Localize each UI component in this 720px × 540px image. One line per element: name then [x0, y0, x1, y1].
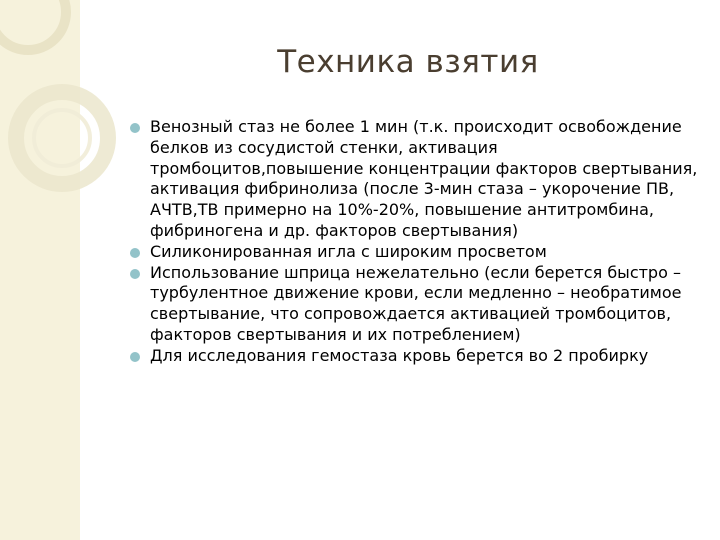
- bullet-item: [130, 346, 700, 367]
- bullet-list-container: [130, 117, 700, 367]
- bullet-icon: [130, 123, 140, 133]
- bullet-icon: [130, 269, 140, 279]
- bullet-icon: [130, 352, 140, 362]
- bullet-item: [130, 242, 700, 263]
- bullet-item: [130, 263, 700, 346]
- bullet-text: Венозный стаз не более 1 мин (т.к. происходит освобождение белков из сосудистой стенки, активация тромбоцитов,повышение концентрации факторов свертывания, активация фибринолиза (после 3-мин стаза – укорочение ПВ, АЧТВ,ТВ примерно на 10%-20%, повышение антитромбина, фибриногена и др. факторов свертывания): [150, 117, 698, 240]
- bullet-icon: [130, 248, 140, 258]
- decorative-ring-top: [0, 0, 66, 50]
- decorative-ring-bottom: [16, 92, 108, 184]
- bullet-list: [130, 117, 700, 367]
- slide-title: Техника взятия: [277, 44, 539, 80]
- bullet-text: Использование шприца нежелательно (если берется быстро – турбулентное движение крови, если медленно – необратимое свертывание, что сопровождается активацией тромбоцитов, факторов свертывания и их потреблением): [150, 262, 682, 344]
- bullet-text: Силиконированная игла с широким просветом: [150, 241, 547, 261]
- bullet-item: [130, 117, 700, 242]
- decorative-ring-bottom-inner: [34, 110, 90, 166]
- bullet-text: Для исследования гемостаза кровь берется во 2 пробирку: [150, 345, 649, 365]
